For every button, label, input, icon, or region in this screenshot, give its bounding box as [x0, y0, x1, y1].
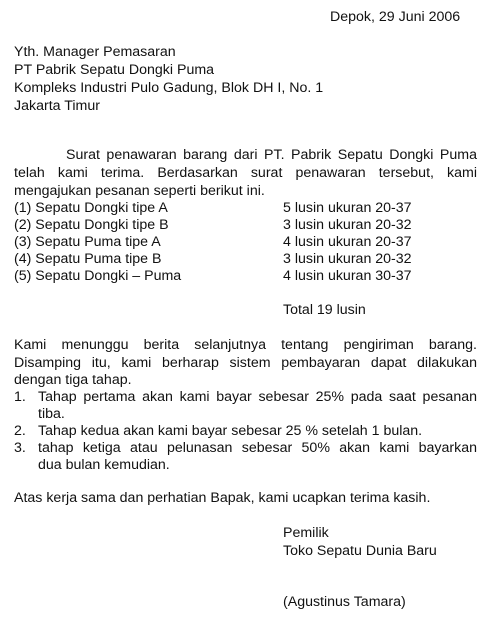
order-total: Total 19 lusin — [283, 302, 366, 318]
paragraph-line: Disamping itu, kami berharap sistem pembayaran dapat dilakukan — [14, 355, 477, 371]
stage-number: 1. — [14, 389, 26, 405]
stage-text-continued: dua bulan kemudian. — [38, 457, 170, 473]
order-item: (4) Sepatu Puma tipe B — [14, 251, 162, 267]
stage-text: Tahap pertama akan kami bayar sebesar 25% pada saat pesanan — [38, 389, 477, 405]
order-item: (1) Sepatu Dongki tipe A — [14, 200, 168, 216]
stage-text: tahap ketiga atau pelunasan sebesar 50% akan kami bayarkan — [38, 440, 477, 456]
order-item: (3) Sepatu Puma tipe A — [14, 234, 161, 250]
order-quantity: 3 lusin ukuran 20-32 — [283, 251, 412, 267]
paragraph-line: dengan tiga tahap. — [14, 372, 132, 388]
stage-text-continued: tiba. — [38, 406, 65, 422]
closing-sentence: Atas kerja sama dan perhatian Bapak, kami ucapkan terima kasih. — [14, 490, 431, 506]
order-quantity: 4 lusin ukuran 20-37 — [283, 234, 412, 250]
order-quantity: 4 lusin ukuran 30-37 — [283, 268, 412, 284]
order-item: (5) Sepatu Dongki – Puma — [14, 268, 182, 284]
order-quantity: 3 lusin ukuran 20-32 — [283, 217, 412, 233]
signature-title: Pemilik — [283, 525, 329, 541]
signature-name: (Agustinus Tamara) — [283, 594, 406, 610]
order-quantity: 5 lusin ukuran 20-37 — [283, 200, 412, 216]
paragraph-line: telah kami terima. Berdasarkan surat penawaran tersebut, kami — [14, 165, 477, 181]
recipient-line: Kompleks Industri Pulo Gadung, Blok DH I, No. 1 — [14, 80, 324, 96]
paragraph-line: Kami menunggu berita selanjutnya tentang pengiriman barang. — [14, 337, 477, 353]
recipient-line: PT Pabrik Sepatu Dongki Puma — [14, 62, 215, 78]
stage-text: Tahap kedua akan kami bayar sebesar 25 % setelah 1 bulan. — [38, 423, 423, 439]
paragraph-line: Surat penawaran barang dari PT. Pabrik Sepatu Dongki Puma — [66, 147, 477, 163]
stage-number: 2. — [14, 423, 26, 439]
letter-date: Depok, 29 Juni 2006 — [330, 9, 461, 25]
order-item: (2) Sepatu Dongki tipe B — [14, 217, 169, 233]
signature-company: Toko Sepatu Dunia Baru — [283, 543, 437, 559]
recipient-line: Yth. Manager Pemasaran — [14, 44, 176, 60]
stage-number: 3. — [14, 440, 26, 456]
paragraph-line: mengajukan pesanan seperti berikut ini. — [14, 183, 265, 199]
recipient-line: Jakarta Timur — [14, 98, 100, 114]
